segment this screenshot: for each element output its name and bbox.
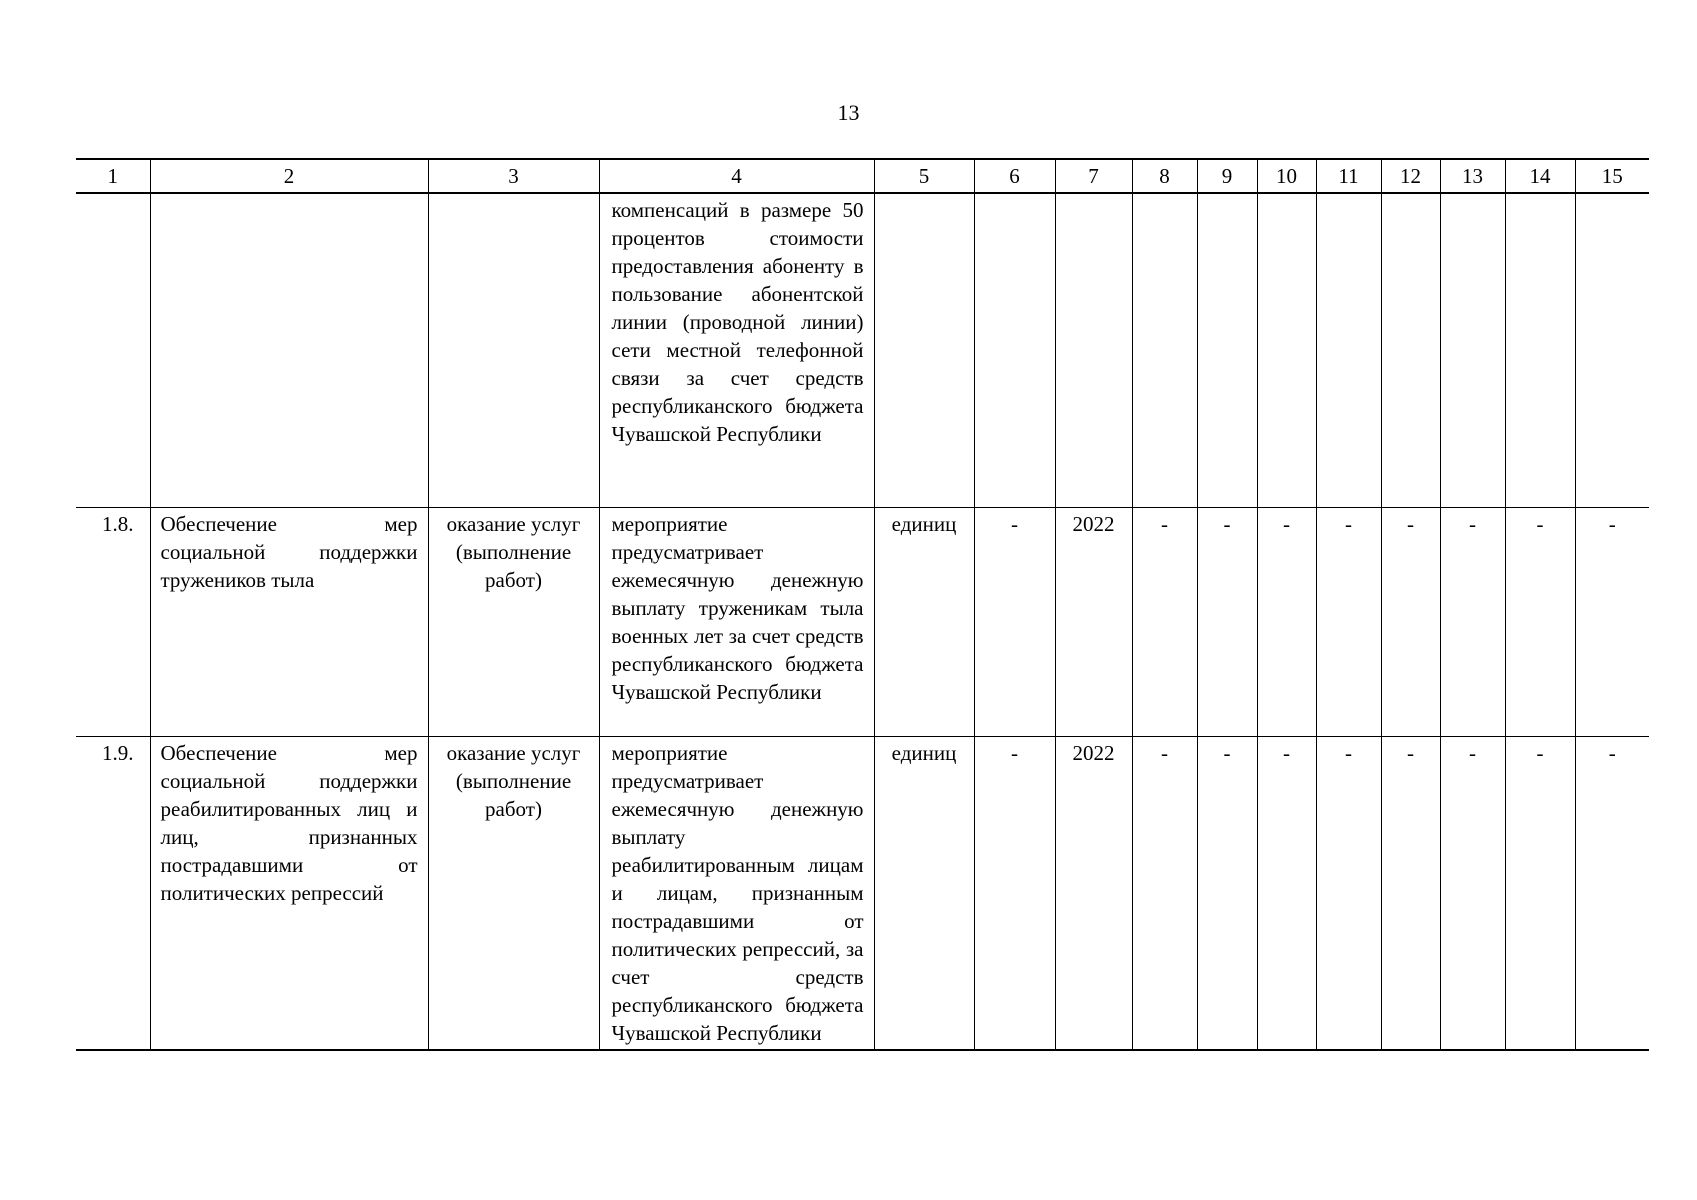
measure-name: Обеспечение мер социальной поддержки реабилитированных лиц и лиц, признанных пострадавшими от политических репрессий: [150, 736, 428, 1050]
header-cell: 14: [1505, 159, 1575, 193]
value-cell: [974, 193, 1055, 507]
header-cell: 4: [599, 159, 874, 193]
measure-description: мероприятие предусматривает ежемесячную денежную выплату труженикам тыла военных лет за счет средств республиканского бюджета Чувашской Республики: [599, 507, 874, 736]
value-cell: -: [1381, 736, 1440, 1050]
value-cell: [1381, 193, 1440, 507]
header-cell: 10: [1257, 159, 1316, 193]
measure-name: Обеспечение мер социальной поддержки тружеников тыла: [150, 507, 428, 736]
value-cell: [1132, 193, 1197, 507]
table-row: [76, 736, 1649, 1050]
header-cell: 6: [974, 159, 1055, 193]
measure-name: [150, 193, 428, 507]
table-row: [76, 507, 1649, 736]
header-cell: 12: [1381, 159, 1440, 193]
value-cell: -: [1257, 507, 1316, 736]
value-cell: 2022: [1055, 507, 1132, 736]
value-cell: -: [1505, 736, 1575, 1050]
value-cell: -: [974, 736, 1055, 1050]
data-table: [76, 158, 1649, 1051]
header-cell: 13: [1440, 159, 1505, 193]
header-row: [76, 159, 1649, 193]
header-cell: 9: [1197, 159, 1257, 193]
value-cell: -: [1197, 736, 1257, 1050]
header-cell: 1: [76, 159, 150, 193]
header-cell: 8: [1132, 159, 1197, 193]
header-cell: 15: [1575, 159, 1649, 193]
value-cell: [1505, 193, 1575, 507]
value-cell: -: [1132, 736, 1197, 1050]
value-cell: -: [1440, 736, 1505, 1050]
value-cell: -: [1575, 507, 1649, 736]
row-number: 1.8.: [76, 507, 150, 736]
header-cell: 7: [1055, 159, 1132, 193]
row-number: 1.9.: [76, 736, 150, 1050]
value-cell: [1316, 193, 1381, 507]
value-cell: [1197, 193, 1257, 507]
value-cell: -: [1505, 507, 1575, 736]
header-cell: 2: [150, 159, 428, 193]
value-cell: -: [1381, 507, 1440, 736]
measure-description: компенсаций в размере 50 процентов стоимости предоставления абоненту в пользование абонентской линии (проводной линии) сети местной телефонной связи за счет средств республиканского бюджета Чувашской Республики: [599, 193, 874, 507]
value-cell: -: [1257, 736, 1316, 1050]
measure-type: оказание услуг (выполнение работ): [428, 736, 599, 1050]
value-cell: -: [974, 507, 1055, 736]
row-number: [76, 193, 150, 507]
value-cell: [1575, 193, 1649, 507]
unit-cell: единиц: [874, 736, 974, 1050]
value-cell: -: [1316, 507, 1381, 736]
value-cell: -: [1575, 736, 1649, 1050]
measure-type: оказание услуг (выполнение работ): [428, 507, 599, 736]
unit-cell: [874, 193, 974, 507]
value-cell: -: [1440, 507, 1505, 736]
header-cell: 5: [874, 159, 974, 193]
page-number: 13: [837, 100, 860, 125]
measure-type: [428, 193, 599, 507]
header-cell: 3: [428, 159, 599, 193]
unit-cell: единиц: [874, 507, 974, 736]
header-cell: 11: [1316, 159, 1381, 193]
table-row: [76, 193, 1649, 507]
value-cell: -: [1316, 736, 1381, 1050]
value-cell: 2022: [1055, 736, 1132, 1050]
value-cell: [1440, 193, 1505, 507]
value-cell: [1055, 193, 1132, 507]
value-cell: -: [1132, 507, 1197, 736]
value-cell: [1257, 193, 1316, 507]
value-cell: -: [1197, 507, 1257, 736]
measure-description: мероприятие предусматривает ежемесячную денежную выплату реабилитированным лицам и лицам, признанным пострадавшими от политических репрессий, за счет средств республиканского бюджета Чувашской Республики: [599, 736, 874, 1050]
